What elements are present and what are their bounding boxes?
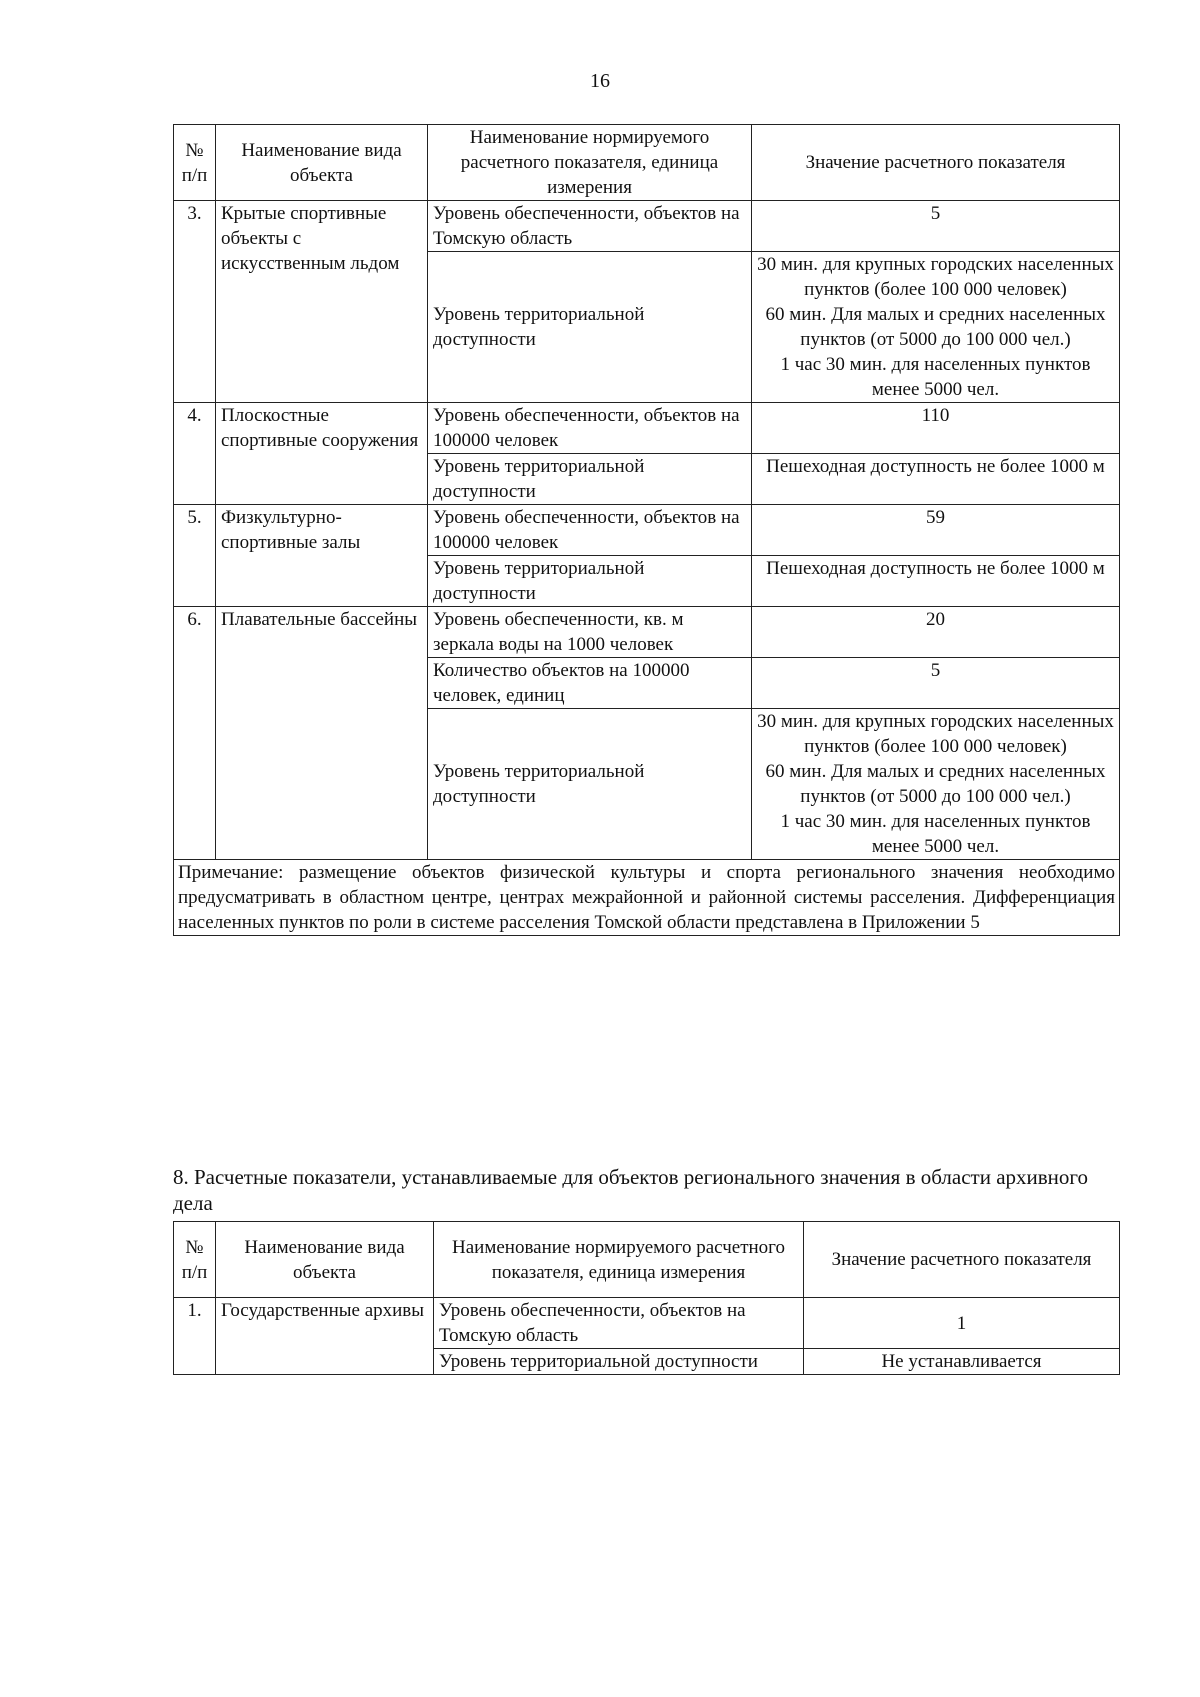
- value-line: 30 мин. для крупных городских населенных пунктов (более 100 000 человек): [757, 711, 1114, 757]
- indicator-value: Пешеходная доступность не более 1000 м: [752, 556, 1120, 607]
- header-object-type: Наименование вида объекта: [216, 125, 428, 201]
- indicator-value: 20: [752, 607, 1120, 658]
- value-line: 60 мин. Для малых и средних населенных пунктов (от 5000 до 100 000 чел.): [765, 304, 1106, 350]
- indicator-value: 110: [752, 403, 1120, 454]
- indicator-name: Количество объектов на 100000 человек, единиц: [428, 658, 752, 709]
- indicator-name: Уровень обеспеченности, кв. м зеркала воды на 1000 человек: [428, 607, 752, 658]
- indicator-value: 5: [752, 658, 1120, 709]
- indicator-value: 5: [752, 201, 1120, 252]
- header-object-type: Наименование вида объекта: [216, 1222, 434, 1298]
- value-line: 60 мин. Для малых и средних населенных пунктов (от 5000 до 100 000 чел.): [765, 761, 1106, 807]
- indicator-value: Пешеходная доступность не более 1000 м: [752, 454, 1120, 505]
- sports-standards-table: [173, 124, 1120, 936]
- object-type: Государственные архивы: [216, 1298, 434, 1375]
- table-row: [174, 201, 1120, 252]
- note-row: [174, 860, 1120, 936]
- table-row: [174, 607, 1120, 658]
- table-header-row: [174, 1222, 1120, 1298]
- table-row: [174, 1298, 1120, 1349]
- indicator-value: Не устанавливается: [804, 1349, 1120, 1375]
- table-row: [174, 505, 1120, 556]
- row-number: 3.: [174, 201, 216, 403]
- object-type: Плавательные бассейны: [216, 607, 428, 860]
- header-num: № п/п: [174, 1222, 216, 1298]
- table-row: [174, 403, 1120, 454]
- indicator-name: Уровень территориальной доступности: [428, 454, 752, 505]
- value-line: 1 час 30 мин. для населенных пунктов менее 5000 чел.: [780, 811, 1091, 857]
- header-value: Значение расчетного показателя: [752, 125, 1120, 201]
- header-num: № п/п: [174, 125, 216, 201]
- indicator-name: Уровень территориальной доступности: [428, 709, 752, 860]
- object-type: Физкультурно-спортивные залы: [216, 505, 428, 607]
- row-number: 4.: [174, 403, 216, 505]
- indicator-value: 1: [804, 1298, 1120, 1349]
- indicator-name: Уровень территориальной доступности: [434, 1349, 804, 1375]
- archives-standards-table: [173, 1221, 1120, 1375]
- row-number: 6.: [174, 607, 216, 860]
- page-number: 16: [590, 70, 610, 92]
- row-number: 1.: [174, 1298, 216, 1375]
- header-indicator: Наименование нормируемого расчетного показателя, единица измерения: [428, 125, 752, 201]
- indicator-value: 59: [752, 505, 1120, 556]
- row-number: 5.: [174, 505, 216, 607]
- object-type: Крытые спортивные объекты с искусственным льдом: [216, 201, 428, 403]
- object-type: Плоскостные спортивные сооружения: [216, 403, 428, 505]
- indicator-name: Уровень обеспеченности, объектов на Томскую область: [428, 201, 752, 252]
- indicator-name: Уровень обеспеченности, объектов на 100000 человек: [428, 505, 752, 556]
- indicator-name: Уровень территориальной доступности: [428, 252, 752, 403]
- value-line: 1 час 30 мин. для населенных пунктов менее 5000 чел.: [780, 354, 1091, 400]
- section-heading: 8. Расчетные показатели, устанавливаемые для объектов регионального значения в области архивного дела: [173, 1165, 1089, 1215]
- indicator-name: Уровень обеспеченности, объектов на Томскую область: [434, 1298, 804, 1349]
- value-line: 30 мин. для крупных городских населенных пунктов (более 100 000 человек): [757, 254, 1114, 300]
- indicator-name: Уровень обеспеченности, объектов на 100000 человек: [428, 403, 752, 454]
- header-value: Значение расчетного показателя: [804, 1222, 1120, 1298]
- table-note: Примечание: размещение объектов физической культуры и спорта регионального значения необходимо предусматривать в областном центре, центрах межрайонной и районной системы расселения. Дифференциация населенных пунктов по роли в системе расселения Томской области представлена в Приложении 5: [174, 860, 1120, 936]
- indicator-value: [752, 252, 1120, 403]
- header-indicator: Наименование нормируемого расчетного показателя, единица измерения: [434, 1222, 804, 1298]
- indicator-name: Уровень территориальной доступности: [428, 556, 752, 607]
- table-header-row: [174, 125, 1120, 201]
- indicator-value: [752, 709, 1120, 860]
